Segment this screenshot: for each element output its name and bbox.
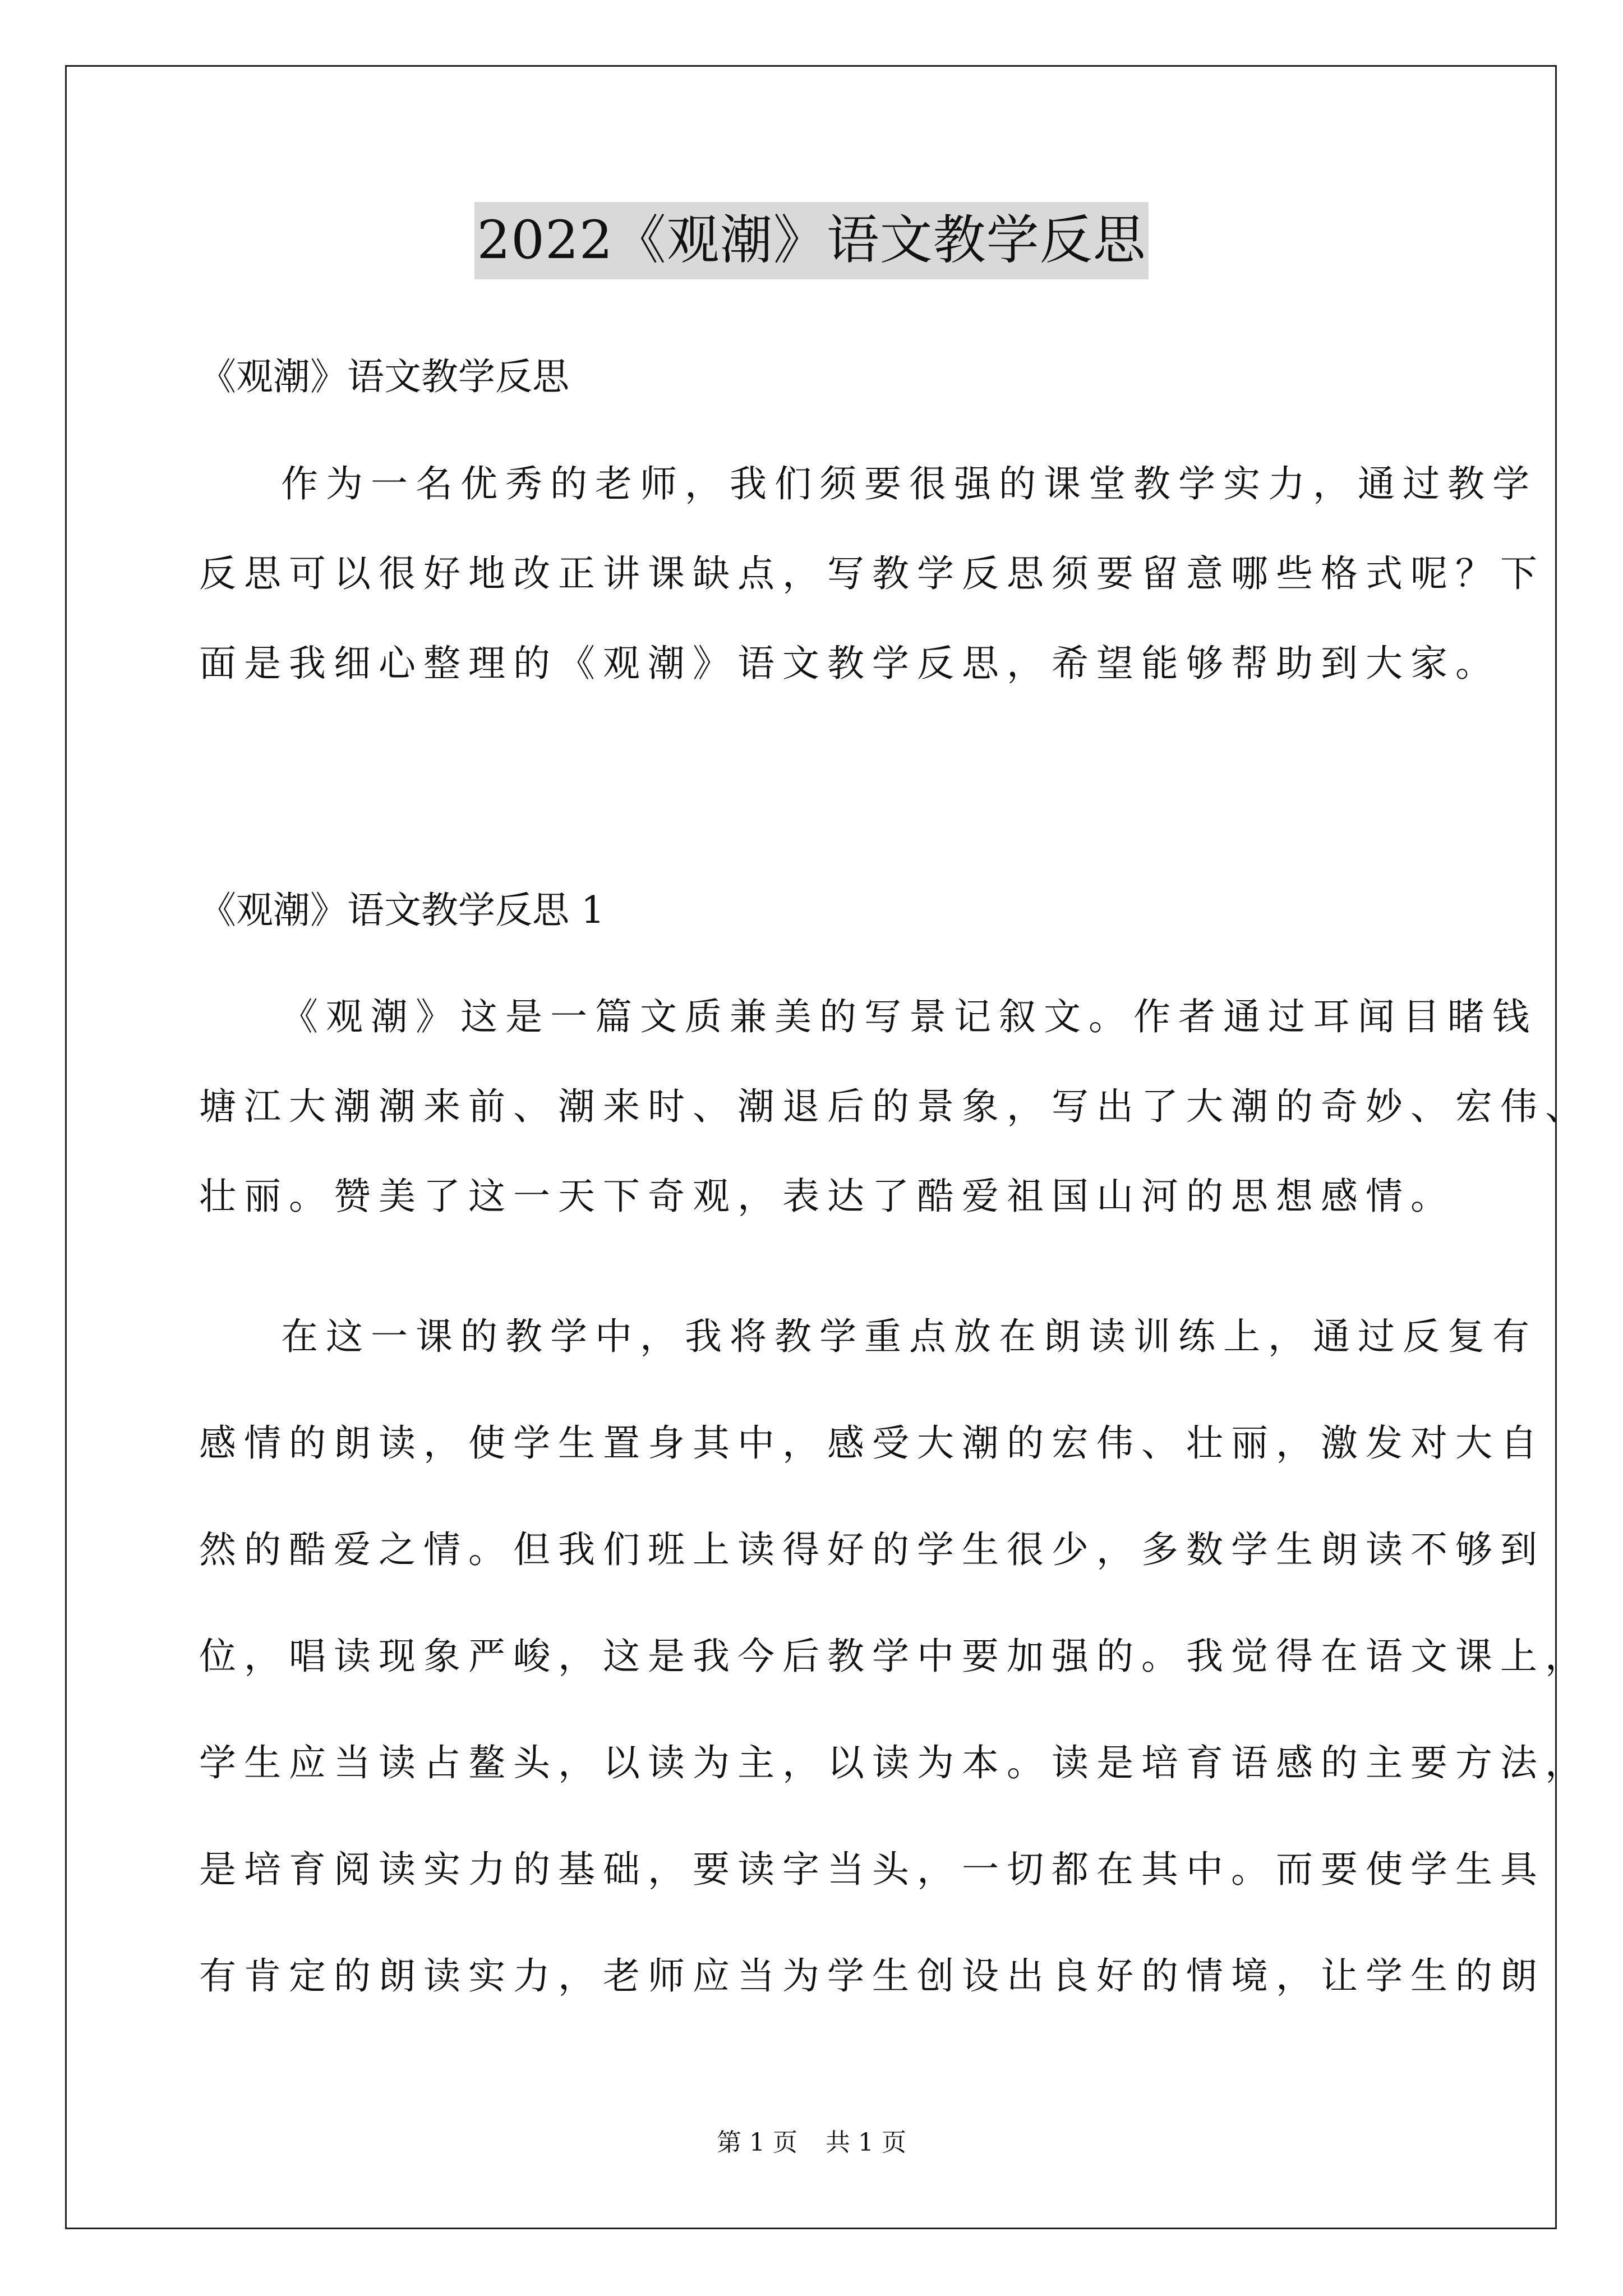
paragraph-line: 塘江大潮潮来前、潮来时、潮退后的景象，写出了大潮的奇妙、宏伟、 [199,1085,1590,1128]
paragraph-2 [199,1309,1590,2004]
paragraph-line: 反思可以很好地改正讲课缺点，写教学反思须要留意哪些格式呢？下 [199,552,1545,595]
paragraph-line: 位，唱读现象严峻，这是我今后教学中要加强的。我觉得在语文课上， [199,1635,1590,1678]
section-heading: 《观潮》语文教学反思 1 [199,889,605,932]
paragraph-line: 壮丽。赞美了这一天下奇观，表达了酷爱祖国山河的思想感情。 [199,1175,1455,1218]
paragraph-line: 然的酷爱之情。但我们班上读得好的学生很少，多数学生朗读不够到 [199,1528,1545,1571]
title-container [0,202,1623,279]
paragraph-line: 有肯定的朗读实力，老师应当为学生创设出良好的情境，让学生的朗 [199,1954,1545,1998]
paragraph-line: 作为一名优秀的老师，我们须要很强的课堂教学实力，通过教学 [281,462,1537,505]
paragraph-line: 在这一课的教学中，我将教学重点放在朗读训练上，通过反复有 [281,1315,1537,1358]
page-footer [0,2126,1623,2160]
intro-paragraph [199,456,1545,692]
paragraph-line: 《观潮》这是一篇文质兼美的写景记叙文。作者通过耳闻目睹钱 [281,995,1537,1038]
document-title: 2022《观潮》语文教学反思 [474,202,1148,279]
subtitle: 《观潮》语文教学反思 [199,355,569,398]
paragraph-line: 是培育阅读实力的基础，要读字当头，一切都在其中。而要使学生具 [199,1848,1545,1891]
page-number: 第 1 页 [717,2128,797,2157]
paragraph-1 [199,989,1590,1225]
page-total: 共 1 页 [826,2128,906,2157]
paragraph-line: 面是我细心整理的《观潮》语文教学反思，希望能够帮助到大家。 [199,642,1500,685]
paragraph-line: 学生应当读占鳌头，以读为主，以读为本。读是培育语感的主要方法， [199,1741,1590,1784]
paragraph-line: 感情的朗读，使学生置身其中，感受大潮的宏伟、壮丽，激发对大自 [199,1421,1545,1465]
